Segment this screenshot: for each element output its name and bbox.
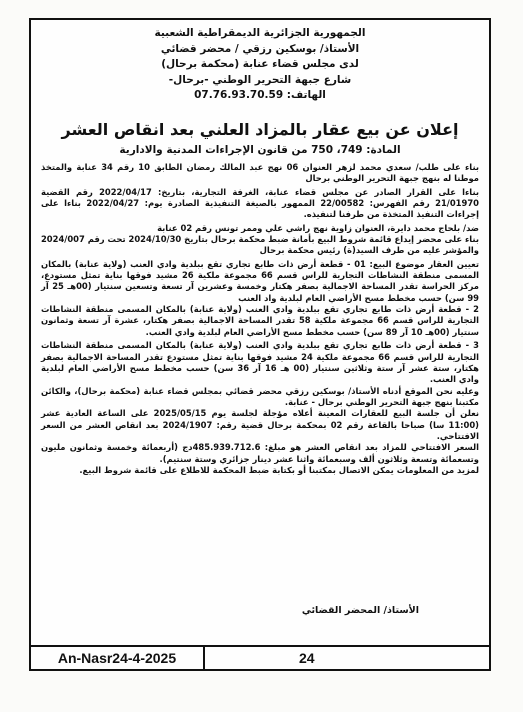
legal-notice-frame (29, 18, 491, 671)
signature: الأستاذ/ المحضر القضائي (301, 605, 419, 616)
header-phone (31, 88, 489, 104)
paragraph-bailiff: وعليه نحن الموقع أدناه الأستاذ/ بوسكين رزقي محضر قضائي بمجلس قضاء عنابة (محكمة برحال)، والكائن مكتبنا بنهج جبهة التحرير الوطني برحال - عنابة. (41, 385, 479, 407)
paragraph-deposit: بناء على محضر إيداع قائمة شروط البيع بأمانة ضبط محكمة برحال بتاريخ 2024/10/30 تحت رقم 2024/007 والمؤشر عليه من طرف السيد(ة) رئيس محكمة برحال (40, 234, 479, 256)
publication-date: An-Nasr24-4-2025 (31, 647, 205, 669)
paragraph-price: السعر الافتتاحي للمزاد بعد انقاص العشر هو مبلغ: 485.939.712.6دج (أربعمائة وخمسة وثمانون مليون وتسعمائة وتسعة وثلاثون ألف وسبعمائة واثنا عشر دينار جزائري وستة سنتيم). (41, 442, 480, 464)
notice-body (41, 162, 479, 476)
paragraph-property-1: تعيين العقار موضوع البيع: 01 - قطعة أرض ذات طابع تجاري تقع ببلدية وادي العنب (ولاية عنابة) بالمكان المسمى منطقة النشاطات التجارية للراس قسم 66 مجموعة ملكية 26 مشيد فوقها بناية تمثل مستودع، مركز الحراسة تقدر المساحة الاجمالية بصفر هكتار وخمسة وعشرين آر تسعة وتسعين سنتيار (00هـ 25 آر 99 سن) حسب مخطط مسح الأراضي العام لبلدية واد العنب (41, 258, 479, 303)
paragraph-requester: بناء على طلب/ سعدي محمد لزهر العنوان 06 نهج عبد المالك رمضان الطابق 10 رقم 34 عنابة والمتخذ موطنا له بنهج جبهة التحرير الوطني برحال (41, 162, 480, 184)
paragraph-contact: لمزيد من المعلومات يمكن الاتصال بمكتبنا أو بكتابة ضبط المحكمة للاطلاع على قائمة شروط البيع. (79, 464, 479, 475)
notice-title: إعلان عن بيع عقار بالمزاد العلني بعد انقاص العشر (61, 120, 459, 139)
paragraph-property-2: 2 - قطعة أرض ذات طابع تجاري تقع ببلدية وادي العنب (ولاية عنابة) بالمكان المسمى منطقة النشاطات التجارية للراس قسم 66 مجموعة ملكية 58 تقدر المساحة الاجمالية بصفر هكتار، عشرة آر تسعة وثمانون سنتيار (00هـ 10 آر 89 سن) حسب مخطط مسح الأراضي العام لبلدية وادي العنب. (41, 304, 479, 337)
phone-label: الهاتف: (286, 89, 326, 101)
header-bailiff: الأستاذ/ بوسكين رزقي / محضر قضائي (160, 42, 360, 55)
paragraph-property-3: 3 - قطعة أرض ذات طابع تجاري تقع ببلدية وادي العنب (ولاية عنابة) بالمكان المسمى منطقة النشاطات التجارية للراس قسم 66 مجموعة ملكية 24 مشيد فوقها بناية تمثل مستودع تقدر المساحة الاجمالية بصفر هكتار، ستة عشر آر ستة وثلاثين سنتيار (00 هـ 16 آر 36 سن) حسب مخطط مسح الأراضي العام لبلدية وادي العنب. (41, 340, 479, 385)
paragraph-decision: بناءا على القرار الصادر عن مجلس قضاء عنابة، الغرفة التجارية، بتاريخ: 2022/04/17 رقم القضية 21/01970 رقم الفهرس: 22/00582 الممهور بالصيغة التنفيذية الصادرة يوم: 2022/04/27 بناءا على إجراءات التنفيذ المتخذة من طرفنا لتنفيذه. (41, 186, 480, 220)
paragraph-session: نعلن أن جلسة البيع للعقارات المعينة أعلاه مؤجلة لجلسة يوم 2025/05/15 على الساعة العادية عشر (11:00 سا) صباحا بالقاعة رقم 02 بمحكمة برحال قضية رقم: 2024/1907 بعد انقاص العشر من السعر الافتتاحي. (41, 408, 480, 441)
phone-number: 07.76.93.70.59 (194, 89, 284, 101)
page-number: 24 (299, 650, 315, 666)
header-court: لدى مجلس قضاء عنابة (محكمة برحال) (161, 58, 359, 70)
header-address: شارع جبهة التحرير الوطني -برحال- (168, 73, 352, 86)
header-republic: الجمهورية الجزائرية الديمقراطية الشعبية (154, 27, 366, 39)
notice-header (31, 26, 489, 104)
paragraph-against: ضد/ بلحاج محمد دايرة، العنوان زاوية نهج راشي علي وممر تونس رقم 02 عنابة (157, 222, 479, 233)
page-footer (31, 645, 489, 669)
notice-subtitle: المادة: 749، 750 من قانون الإجراءات المدنية والادارية (119, 144, 401, 156)
